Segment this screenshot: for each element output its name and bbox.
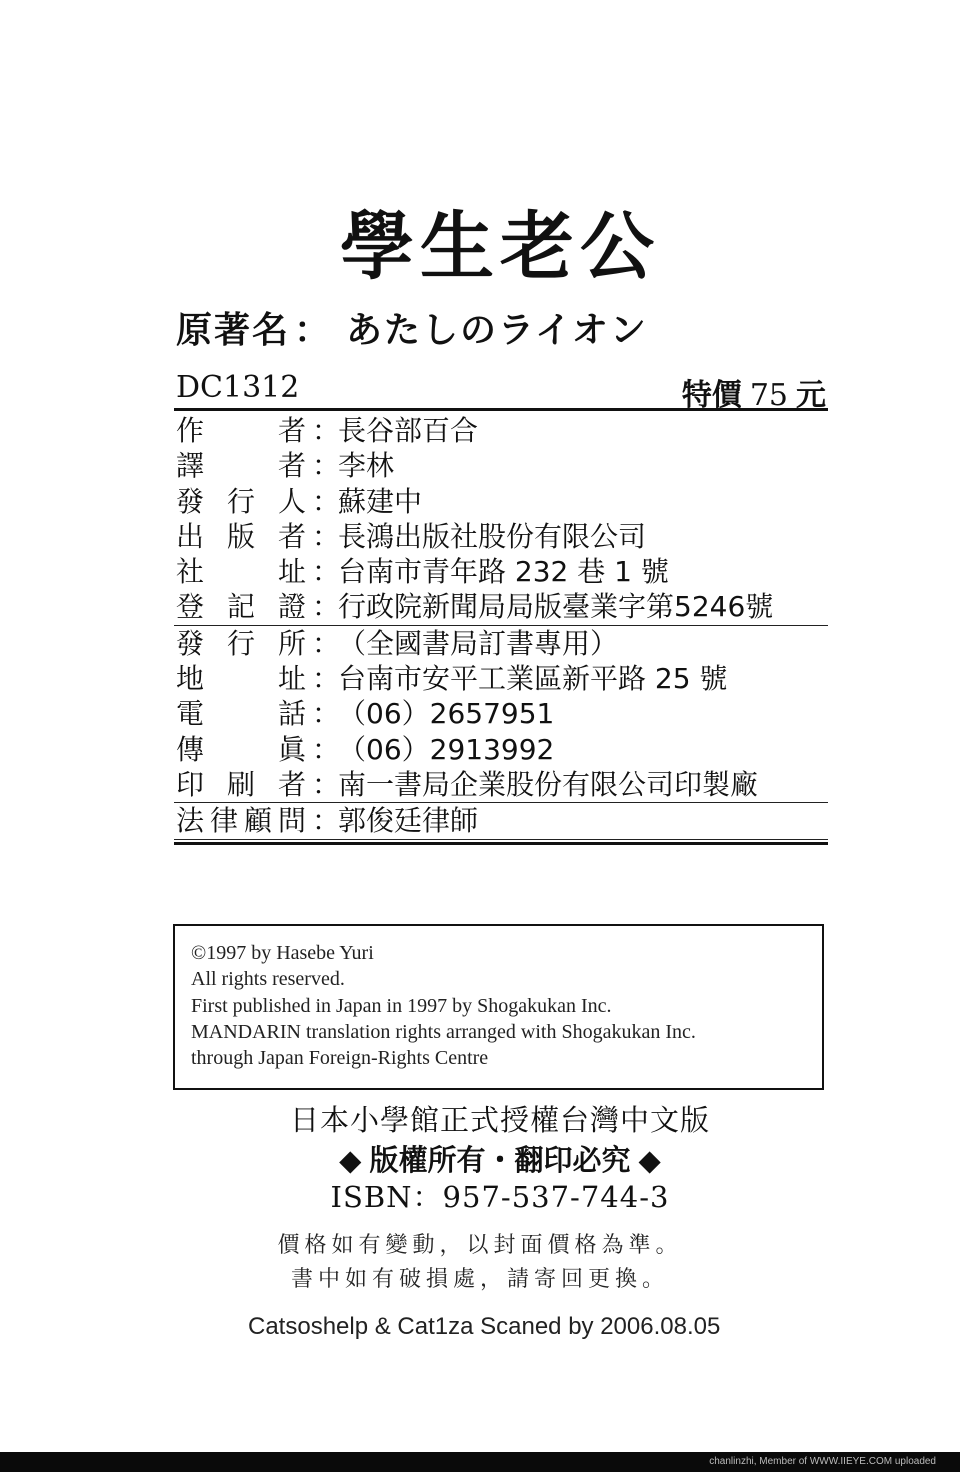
info-value: 南一書局企業股份有限公司印製廠 [338, 767, 759, 801]
code-price-row [174, 370, 828, 411]
info-colon: ： [312, 519, 341, 553]
info-label: 作 者 [176, 414, 306, 447]
footer-text: chanlinzhi, Member of WWW.IIEYE.COM uploaded [709, 1456, 936, 1467]
info-colon: ： [312, 555, 341, 589]
info-row [174, 696, 828, 731]
info-value: （全國書局訂書專用） [338, 626, 619, 660]
info-colon: ： [312, 590, 341, 624]
damage-note: 書中如有破損處，請寄回更換。 [290, 1267, 669, 1292]
info-colon: ： [312, 804, 341, 838]
license-statement: 日本小學館正式授權台灣中文版 [289, 1103, 710, 1137]
info-bottom-rule [174, 842, 828, 845]
info-label: 傳 眞 [176, 732, 306, 766]
special-price [682, 370, 826, 414]
info-label: 出 版 者 [176, 519, 306, 553]
info-label: 發 行 人 [176, 484, 306, 518]
info-row [174, 519, 828, 554]
info-colon: ： [312, 449, 341, 483]
isbn: ISBN：957-537-744-3 [330, 1180, 670, 1214]
info-value: 行政院新聞局局版臺業字第5246號 [338, 590, 774, 624]
diamond-icon: ◆ [638, 1143, 661, 1177]
info-value: 長鴻出版社股份有限公司 [338, 519, 647, 553]
info-label: 社 址 [176, 555, 306, 589]
info-row [174, 626, 828, 661]
rights-text: 版權所有・翻印必究 [369, 1143, 631, 1177]
copyright-line: ©1997 by Hasebe Yuri [191, 942, 374, 964]
copyright-line: through Japan Foreign-Rights Centre [191, 1047, 489, 1070]
info-value: 台南市青年路 232 巷 1 號 [338, 555, 669, 589]
info-label: 登 記 證 [176, 590, 306, 624]
rights-statement [0, 1138, 960, 1179]
info-label: 譯 者 [176, 449, 306, 483]
info-colon: ： [312, 662, 341, 696]
info-row [174, 554, 828, 589]
info-value: 郭俊廷律師 [338, 804, 479, 838]
footer-bar [0, 1452, 960, 1472]
original-title-colon: ： [294, 310, 333, 351]
info-value: 台南市安平工業區新平路 25 號 [338, 662, 728, 696]
info-row [174, 767, 828, 803]
diamond-icon: ◆ [339, 1143, 362, 1177]
info-colon: ： [312, 732, 341, 766]
info-colon: ： [312, 767, 341, 801]
price-change-note: 價格如有變動，以封面價格為準。 [277, 1233, 683, 1258]
original-title-label: 原著名 [176, 310, 291, 351]
info-row [174, 803, 828, 839]
original-title [176, 302, 648, 353]
book-title: 學生老公 [340, 204, 660, 290]
info-row [174, 732, 828, 767]
copyright-box [173, 924, 824, 1090]
info-label: 發 行 所 [176, 626, 306, 660]
info-row [174, 448, 828, 483]
scan-credit: Catsoshelp & Cat1za Scaned by 2006.08.05 [248, 1313, 721, 1340]
info-row [174, 661, 828, 696]
info-label: 印 刷 者 [176, 767, 306, 801]
price-unit: 元 [796, 378, 826, 413]
copyright-line: MANDARIN translation rights arranged with Shogakukan Inc. [191, 1020, 696, 1043]
info-value: 李林 [338, 449, 395, 483]
info-label: 法 律 顧 問 [176, 804, 306, 838]
info-row [174, 413, 828, 448]
info-colon: ： [312, 484, 341, 518]
info-colon: ： [312, 626, 341, 660]
catalog-code: DC1312 [176, 370, 300, 405]
info-row [174, 484, 828, 519]
info-value: （06）2657951 [338, 697, 555, 731]
info-value: 長谷部百合 [338, 414, 479, 447]
price-label: 特價 [681, 378, 742, 413]
info-value: （06）2913992 [338, 732, 555, 766]
info-colon: ： [312, 697, 341, 731]
info-label: 地 址 [176, 662, 306, 696]
original-title-value: あたしのライオン [346, 310, 648, 351]
info-value: 蘇建中 [338, 484, 423, 518]
publication-info [174, 413, 828, 840]
copyright-line: All rights reserved. [191, 968, 345, 991]
info-colon: ： [312, 414, 341, 447]
info-row [174, 589, 828, 625]
price-amount: 75 [749, 378, 788, 413]
info-label: 電 話 [176, 697, 306, 731]
copyright-line: First published in Japan in 1997 by Shogakukan Inc. [191, 994, 612, 1017]
